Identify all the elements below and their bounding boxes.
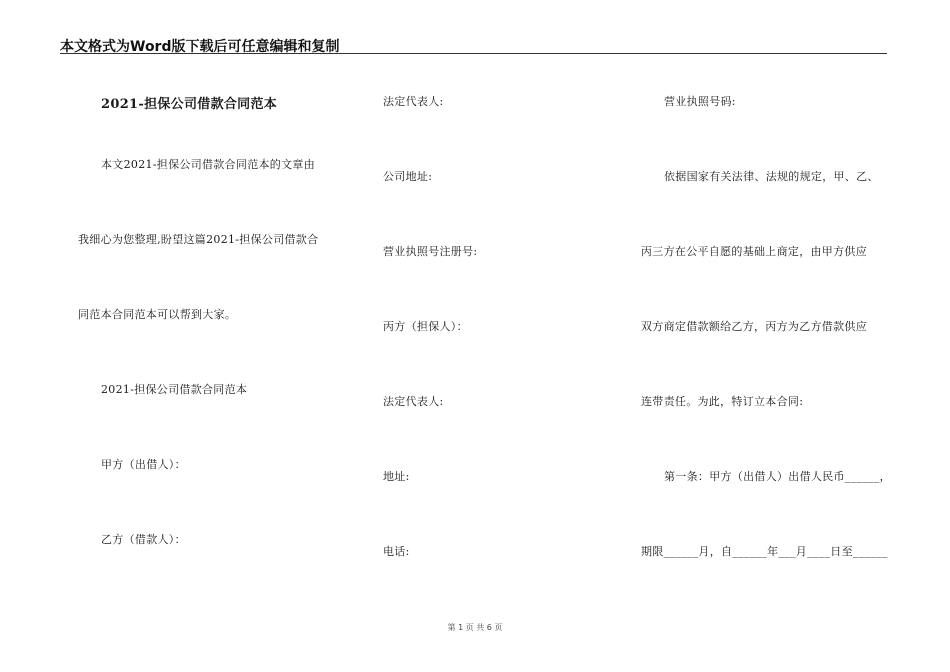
page-indicator: 第 1 页 共 6 页 (447, 623, 503, 632)
party-a-label: 甲方（出借人）： (101, 458, 186, 471)
intro-line-3: 同范本合同范本可以帮到大家。 (78, 308, 237, 321)
download-banner: 本文格式为Word版下载后可任意编辑和复制 (60, 39, 340, 55)
address-label: 地址: (383, 470, 410, 483)
contract-subtitle: 2021-担保公司借款合同范本 (101, 383, 248, 396)
license-registration-label: 营业执照号注册号: (383, 245, 478, 258)
preamble-line-4: 连带责任。为此，特订立本合同: (641, 395, 804, 408)
preamble-line-3: 双方商定借款额给乙方，丙方为乙方借款供应 (641, 320, 867, 333)
clause-1-line-1: 第一条：甲方（出借人）出借人民币______， (664, 470, 891, 483)
phone-label: 电话: (383, 545, 410, 558)
company-address-label: 公司地址: (383, 170, 433, 183)
document-title: 2021-担保公司借款合同范本 (101, 97, 278, 112)
intro-line-2: 我细心为您整理,盼望这篇2021-担保公司借款合 (78, 233, 319, 246)
license-number-label: 营业执照号码: (664, 95, 736, 108)
party-b-label: 乙方（借款人）： (101, 533, 186, 546)
legal-representative-label: 法定代表人: (383, 95, 444, 108)
party-c-label: 丙方（担保人）： (383, 320, 468, 333)
legal-representative-label-2: 法定代表人: (383, 395, 444, 408)
intro-line-1: 本文2021-担保公司借款合同范本的文章由 (101, 158, 316, 171)
preamble-line-1: 依据国家有关法律、法规的规定，甲、乙、 (664, 170, 879, 183)
header-divider (60, 53, 887, 54)
preamble-line-2: 丙三方在公平自愿的基础上商定，由甲方供应 (641, 245, 867, 258)
clause-1-line-2: 期限______月，自______年___月____日至______ (641, 545, 888, 558)
